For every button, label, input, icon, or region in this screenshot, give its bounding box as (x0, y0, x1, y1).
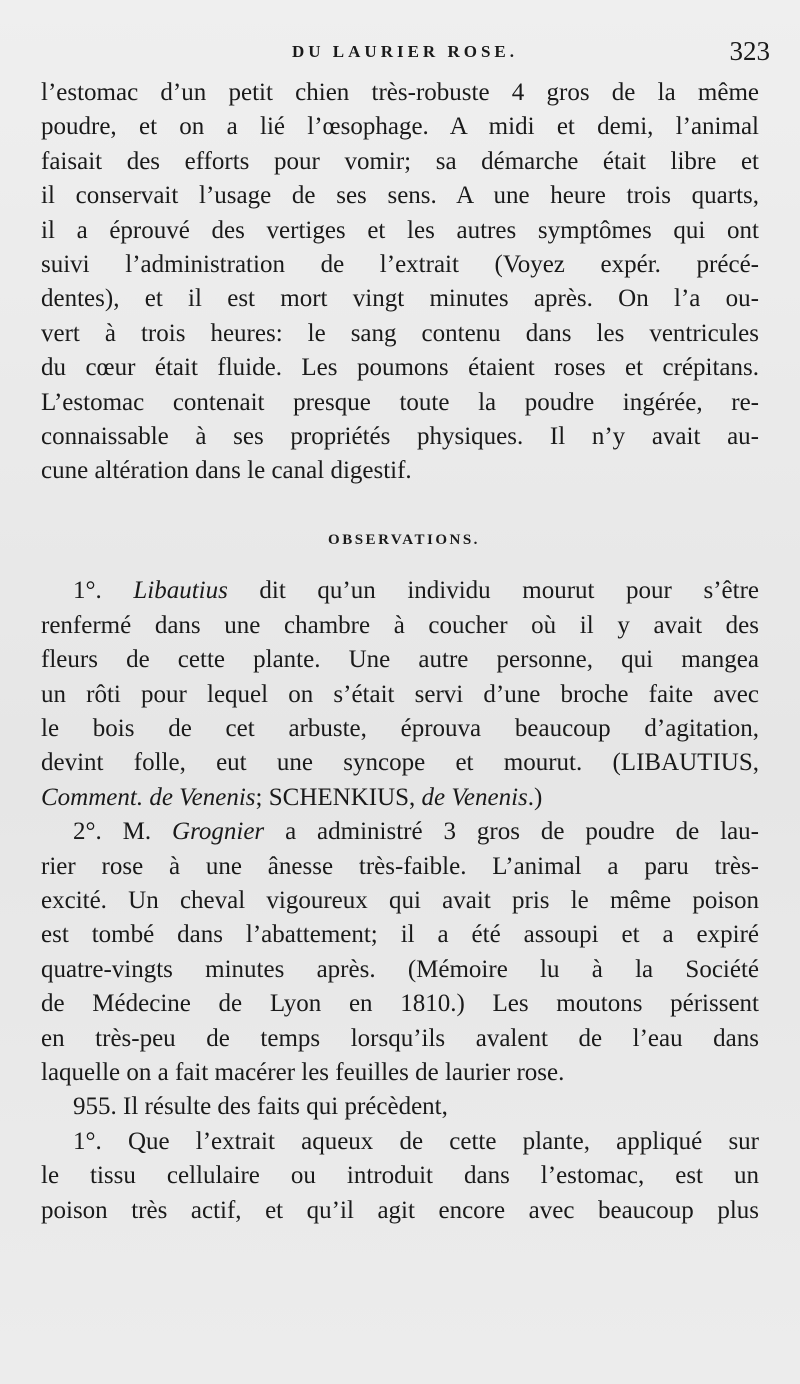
text-line: l’estomac d’un petit chien très-robuste 4 gros de la même (41, 79, 759, 106)
text-line: excité. Un cheval vigoureux qui avait pris le même poison (41, 886, 759, 914)
text-line: le bois de cet arbuste, éprouva beaucoup d’agitation, (41, 715, 759, 743)
text-line: poudre, et on a lié l’œsophage. A midi et demi, l’animal (41, 113, 759, 141)
text-line: de Médecine de Lyon en 1810.) Les moutons périssent (41, 990, 759, 1018)
text-line: vert à trois heures: le sang contenu dans les ventricules (41, 319, 759, 347)
citation-line (41, 781, 759, 815)
observation-1 (41, 574, 759, 815)
text-line: suivi l’administration de l’extrait (Voyez expér. précé- (41, 250, 759, 278)
text-line: devint folle, eut une syncope et mourut. (LIBAUTIUS, (41, 749, 759, 777)
text-line: un rôti pour lequel on s’était servi d’une broche faite avec (41, 680, 759, 708)
text-line: dentes), et il est mort vingt minutes après. On l’a ou- (41, 285, 759, 313)
observation-2 (41, 815, 759, 1090)
text-span: dit qu’un individu mourut pour s’être (227, 577, 759, 605)
text-line: du cœur était fluide. Les poumons étaient roses et crépitans. (41, 354, 759, 382)
citation-title: de Venenis (421, 783, 528, 811)
text-line (41, 574, 759, 608)
text-line (41, 815, 759, 849)
text-line: L’estomac contenait presque toute la poudre ingérée, re- (41, 388, 759, 416)
page-number: 323 (729, 36, 770, 66)
text-line: connaissable à ses propriétés physiques. Il n’y avait au- (41, 422, 759, 450)
body-text (41, 76, 759, 1228)
text-line: il a éprouvé des vertiges et les autres symptômes qui ont (41, 216, 759, 244)
citation-author: ; SCHENKIUS, (255, 783, 422, 811)
text-line: rier rose à une ânesse très-faible. L’animal a paru très- (41, 852, 759, 880)
section-955 (41, 1090, 759, 1228)
text-line: laquelle on a fait macérer les feuilles de laurier rose. (41, 1058, 565, 1086)
text-line: 955. Il résulte des faits qui précèdent, (73, 1093, 448, 1121)
section-heading: OBSERVATIONS. (328, 532, 480, 549)
text-line: il conservait l’usage de ses sens. A une heure trois quarts, (41, 182, 759, 210)
paragraph-experiment (41, 76, 759, 489)
page-header (40, 36, 770, 76)
observation-number: 1°. (73, 577, 134, 605)
author-name: Libautius (133, 577, 228, 605)
text-line: en très-peu de temps lorsqu’ils avalent de l’eau dans (41, 1024, 759, 1052)
text-line: 1°. Que l’extrait aqueux de cette plante, appliqué sur (73, 1127, 759, 1155)
observation-number: 2°. M. (73, 818, 173, 846)
author-name: Grognier (172, 818, 265, 846)
text-line: renfermé dans une chambre à coucher où il y avait des (41, 611, 759, 639)
citation-end: .) (527, 783, 543, 811)
text-line: est tombé dans l’abattement; il a été assoupi et a expiré (41, 921, 759, 949)
text-line: poison très actif, et qu’il agit encore avec beaucoup plus (41, 1196, 759, 1224)
spacer (41, 489, 759, 523)
text-line: quatre-vingts minutes après. (Mémoire lu à la Société (41, 955, 759, 983)
spacer (41, 557, 759, 574)
text-line: faisait des efforts pour vomir; sa démarche était libre et (41, 147, 759, 175)
text-line: fleurs de cette plante. Une autre personne, qui mangea (41, 646, 759, 674)
citation-title: Comment. de Venenis (41, 783, 256, 811)
running-head: DU LAURIER ROSE. (292, 42, 518, 61)
text-line: cune altération dans le canal digestif. (41, 457, 412, 485)
text-line: le tissu cellulaire ou introduit dans l’estomac, est un (41, 1162, 759, 1190)
text-span: a administré 3 gros de poudre de lau- (264, 818, 759, 846)
